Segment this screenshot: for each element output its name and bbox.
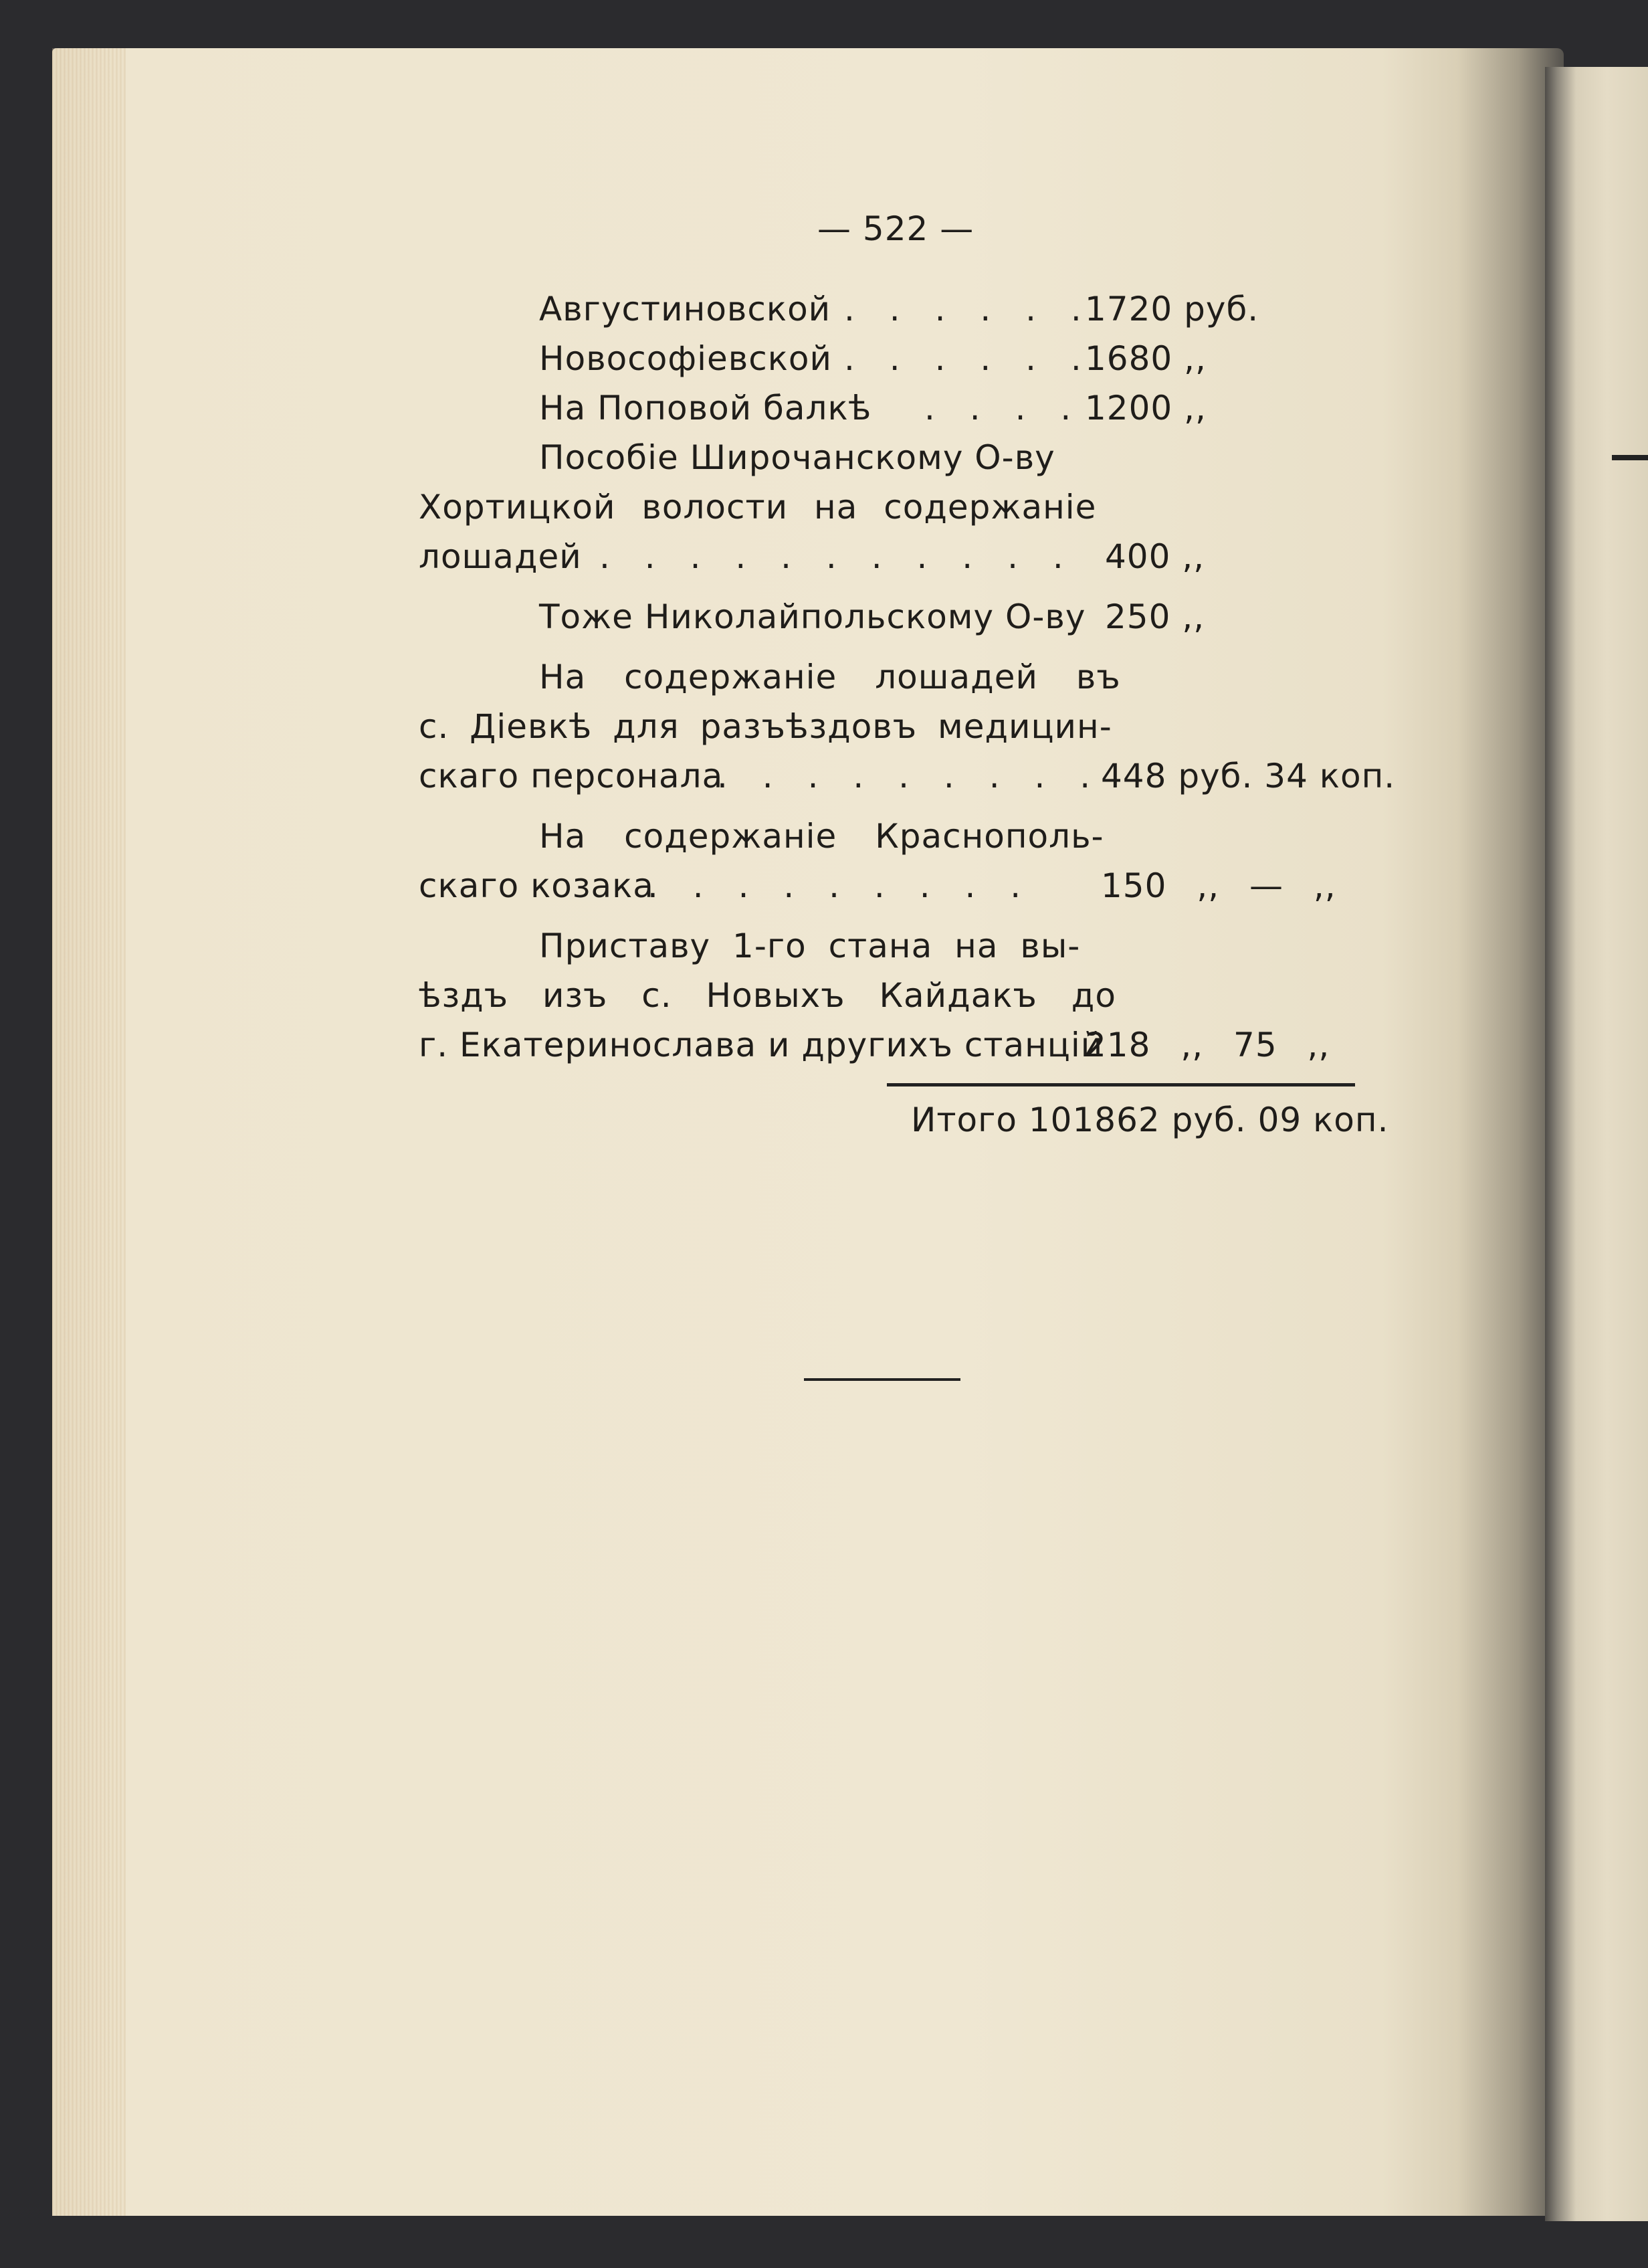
leader-dots: . . . . . . bbox=[844, 339, 1094, 378]
leader-dots: . . . . . . . . . bbox=[717, 757, 1103, 795]
entry-label: скаго козака bbox=[419, 866, 654, 905]
page-number: — 522 — bbox=[817, 209, 974, 248]
leader-dots: . . . . bbox=[924, 389, 1084, 428]
total-rule bbox=[887, 1083, 1355, 1086]
entry-text-line: г. Екатеринослава и другихъ станцій bbox=[419, 1026, 1104, 1064]
leader-dots: . . . . . . . . . . . bbox=[599, 537, 1075, 576]
entry-label: Новософіевской bbox=[539, 339, 832, 378]
entry-label: На Поповой балкѣ bbox=[539, 389, 872, 428]
total-line: Итого 101862 руб. 09 коп. bbox=[911, 1101, 1389, 1139]
facing-page-edge bbox=[1545, 67, 1648, 2221]
entry-text-line: На содержаніе Краснополь- bbox=[539, 817, 1104, 856]
entry-amount: 448 руб. 34 коп. bbox=[1101, 757, 1396, 795]
entry-amount: 250 ,, bbox=[1105, 597, 1205, 636]
entry-amount: 218 ,, 75 ,, bbox=[1085, 1026, 1330, 1064]
entry-text-line: Пособіе Широчанскому О-ву bbox=[539, 438, 1055, 477]
page-edge-stack bbox=[52, 48, 126, 2216]
entry-label: Тоже Николайпольскому О-ву bbox=[539, 597, 1086, 636]
entry-text-line: Приставу 1-го стана на вы- bbox=[539, 927, 1081, 965]
entry-amount: 1200 ,, bbox=[1085, 389, 1207, 428]
entry-text-line: На содержаніе лошадей въ bbox=[539, 658, 1121, 696]
facing-page-mark bbox=[1612, 455, 1648, 460]
entry-label: Августиновской bbox=[539, 290, 831, 328]
entry-label: лошадей bbox=[419, 537, 582, 576]
end-rule bbox=[804, 1378, 960, 1381]
entry-label: скаго персонала bbox=[419, 757, 724, 795]
entry-text-line: ѣздъ изъ с. Новыхъ Кайдакъ до bbox=[419, 976, 1116, 1015]
leader-dots: . . . . . . . . . bbox=[647, 866, 1033, 905]
entry-amount: 400 ,, bbox=[1105, 537, 1205, 576]
entry-amount: 1720 руб. bbox=[1085, 290, 1259, 328]
entry-text-line: с. Діевкѣ для разъѣздовъ медицин- bbox=[419, 707, 1112, 746]
leader-dots: . . . . . . bbox=[844, 290, 1094, 328]
entry-amount: 1680 ,, bbox=[1085, 339, 1207, 378]
entry-amount: 150 ,, — ,, bbox=[1101, 866, 1336, 905]
entry-text-line: Хортицкой волости на содержаніе bbox=[419, 488, 1097, 527]
